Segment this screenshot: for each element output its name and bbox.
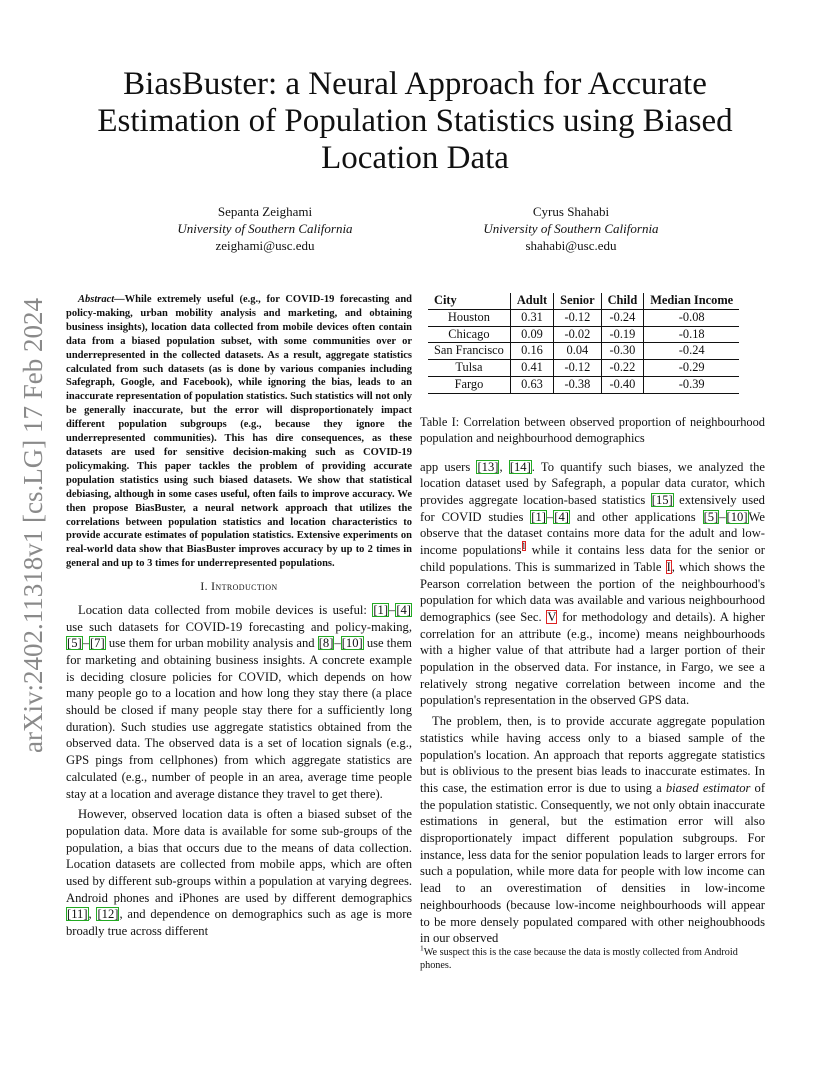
right-column xyxy=(420,293,765,951)
citation-link[interactable]: [4] xyxy=(554,509,569,524)
table-cell: -0.38 xyxy=(554,376,601,393)
text-run: of the population statistic. Consequently, we not only obtain inaccurate estimations in general, but the estimation error will also disproportionately impact different population subgroups. For instance, less data for the senior population leads to larger errors for such a population, while more data for people with low income can lead to an overestimation of densities in low-income neighbourhoods (because low-income neighbourhoods will appear to be more densely populated compared with other neighoubhoods in our observed xyxy=(420,780,766,946)
table-cell: San Francisco xyxy=(428,343,510,360)
left-column xyxy=(66,293,412,944)
table-cell: 0.31 xyxy=(510,309,553,326)
text-run: – xyxy=(82,636,89,651)
text-run: However, observed location data is often a biased subset of the population data. More data is available for some sub-groups of the population, a bias that occurs due to the means of data collection. Location datasets are collected from mobile apps, which are often used by different sub-groups within a population at varying degrees. Android phones and iPhones are used by different demographics xyxy=(66,807,412,905)
author-affiliation: University of Southern California xyxy=(483,221,659,236)
intro-paragraph-1 xyxy=(66,602,412,802)
arxiv-id-text: arXiv:2402.11318v1 [cs.LG] 17 Feb 2024 xyxy=(17,297,48,753)
footnote-text: We suspect this is the case because the data is mostly collected from Android phones. xyxy=(420,947,738,971)
table-cell: -0.29 xyxy=(644,360,739,377)
text-run: – xyxy=(389,602,396,617)
citation-link[interactable]: [11] xyxy=(67,907,88,922)
citation-link[interactable]: [10] xyxy=(726,509,748,524)
text-run: – xyxy=(719,509,726,524)
author-block-1 xyxy=(140,203,390,254)
citation-link[interactable]: [8] xyxy=(318,636,334,651)
table-cell: 0.63 xyxy=(510,376,553,393)
text-run: for methodology and details). A higher correlation for an attribute (e.g., income) means neighbourhoods with a higher value of that attribute had a larger portion of their population in the observed data. For instance, in Fargo, we see a relatively strong negative correlation between income and the population's representation in the observed GPS data. xyxy=(420,609,765,708)
table-cell: 0.04 xyxy=(554,343,601,360)
footnote xyxy=(420,943,765,972)
table-header-row xyxy=(428,293,739,309)
table-cell: -0.18 xyxy=(644,326,739,343)
table-cell: -0.24 xyxy=(601,309,644,326)
text-run: – xyxy=(334,636,341,651)
table-cell: -0.24 xyxy=(644,343,739,360)
text-run: while it contains less data for the senior or child populations. This is summarized in Table xyxy=(420,543,765,574)
citation-link[interactable]: [5] xyxy=(703,509,719,524)
table-row xyxy=(428,376,739,393)
table-cell: -0.30 xyxy=(601,343,644,360)
text-run: extensively used for COVID studies xyxy=(420,493,765,524)
table-cell: -0.12 xyxy=(554,360,601,377)
table-cell: 0.41 xyxy=(510,360,553,377)
citation-link[interactable]: [1] xyxy=(373,602,389,617)
table-cell: Chicago xyxy=(428,326,510,343)
footnote-link[interactable]: 1 xyxy=(521,540,526,551)
table-cell: -0.02 xyxy=(554,326,601,343)
author-block-2 xyxy=(446,203,696,254)
table-cell: 0.16 xyxy=(510,343,553,360)
abstract-text: —While extremely useful (e.g., for COVID-19 forecasting and policy-making, urban mobility analysis and marketing, and obtaining business insights), location data collected from mobile devices often contain data from a biased population subset, with some communities over or underrepresented in the collected datasets. As a result, aggregate statistics calculated from such datasets (as is done by various companies including Safegraph, Google, and Facebook), while ignoring the bias, leads to an inaccurate representation of population statistics. Such statistics will not only be generally inaccurate, but the error will disproportionately impact different population subgroups (e.g., because they ignore the underrepresented communities). This has dire consequences, as these datasets are used for sensitive decision-making such as COVID-19 policymaking. This paper tackles the problem of providing accurate population statistics using such biased datasets. We show that statistical debiasing, although in some cases useful, often fails to improve accuracy. We then propose BiasBuster, a neural network approach that utilizes the correlations between population statistics and location characteristics to provide accurate estimates of population statistics. Extensive experiments on real-world data show that BiasBuster improves accuracy by up to 2 times in general and up to 3 times for underrepresented populations. xyxy=(66,294,412,570)
table-row xyxy=(428,360,739,377)
section-ref-link[interactable]: V xyxy=(547,609,557,624)
citation-link[interactable]: [4] xyxy=(396,602,411,617)
text-run: We observe that the dataset contains more data for the adult and low-income populations xyxy=(420,509,765,558)
text-run: , and dependence on demographics such as age is more broadly true across different xyxy=(66,907,412,939)
text-run: , xyxy=(499,459,509,474)
correlation-table xyxy=(428,293,739,394)
text-run: app users xyxy=(420,459,477,474)
citation-link[interactable]: [15] xyxy=(651,493,673,507)
column-header: Adult xyxy=(510,293,553,309)
table-cell: -0.12 xyxy=(554,309,601,326)
table-cell: -0.08 xyxy=(644,309,739,326)
text-run: – xyxy=(546,509,554,524)
table-row xyxy=(428,309,739,326)
abstract xyxy=(66,293,412,571)
table-caption: Table I: Correlation between observed proportion of neighbourhood population and neighbourhood demographics xyxy=(420,414,765,446)
footnote-mark: 1 xyxy=(420,943,424,953)
text-run: , xyxy=(88,907,97,922)
citation-link[interactable]: [7] xyxy=(89,636,105,651)
table-cell: Tulsa xyxy=(428,360,510,377)
text-run: and other applications xyxy=(569,509,703,524)
arxiv-identifier-stamp xyxy=(16,290,50,760)
table-cell: 0.09 xyxy=(510,326,553,343)
table-cell: Houston xyxy=(428,309,510,326)
author-email: shahabi@usc.edu xyxy=(525,238,617,253)
table-cell: -0.22 xyxy=(601,360,644,377)
intro-paragraph-2 xyxy=(66,806,412,940)
citation-link[interactable]: [14] xyxy=(509,459,531,474)
table-row xyxy=(428,326,739,343)
emphasis: biased estimator xyxy=(665,780,751,795)
table-ref-link[interactable]: I xyxy=(666,559,671,574)
author-affiliation: University of Southern California xyxy=(177,221,353,236)
text-run: . To quantify such biases, we analyzed the location dataset used by Safegraph, a popular data curator, which provides aggregate location-based statistics xyxy=(420,459,766,507)
column-header: City xyxy=(428,293,510,309)
citation-link[interactable]: [10] xyxy=(341,636,363,651)
table-cell: -0.39 xyxy=(644,376,739,393)
text-run: The problem, then, is to provide accurate aggregate population statistics while having access only to a biased sample of the population's location. An approach that reports aggregate statistics but is oblivious to the present bias leads to inaccurate estimates. In this case, the estimation error is due to using a xyxy=(420,714,765,795)
author-name: Sepanta Zeighami xyxy=(217,204,313,219)
table-cell: -0.19 xyxy=(601,326,644,343)
text-run: use such datasets for COVID-19 forecasting and policy-making, xyxy=(66,619,412,634)
author-email: zeighami@usc.edu xyxy=(215,238,315,253)
text-run: use them for marketing and obtaining business insights. A concrete example is deciding closure policies for COVID, which depends on how many people go to a location and how long they stay there (a place should be closed if many people stay there for a sufficiently long duration). Such studies use aggregate statistics obtained from the observed data. The observed data is a set of location signals (e.g., GPS pings from cellphones) from which aggregate statistics are calculated (e.g., number of people in an area, average time people stay at a location and average distance they travel to get there). xyxy=(66,636,412,801)
citation-link[interactable]: [12] xyxy=(97,907,119,922)
column-header: Child xyxy=(601,293,644,309)
table-cell: -0.40 xyxy=(601,376,644,393)
text-run: Location data collected from mobile devices is useful: xyxy=(78,602,373,617)
table-row xyxy=(428,343,739,360)
citation-link[interactable]: [5] xyxy=(67,636,82,651)
column-header: Senior xyxy=(554,293,601,309)
abstract-label: Abstract xyxy=(78,294,115,305)
text-run: use them for urban mobility analysis and xyxy=(105,636,318,651)
author-name: Cyrus Shahabi xyxy=(532,204,610,219)
citation-link[interactable]: [13] xyxy=(477,459,499,474)
paper-title: BiasBuster: a Neural Approach for Accurate Estimation of Population Statistics using Biased Location Data xyxy=(97,66,733,176)
section-heading-introduction: I. Introduction xyxy=(200,581,278,594)
text-run: , which shows the Pearson correlation between the portion of the neighbourhood's population for which data was available and various neighbourhood demographics (see Sec. xyxy=(420,559,765,624)
right-paragraph-1 xyxy=(420,459,765,710)
citation-link[interactable]: [1] xyxy=(531,509,546,524)
column-header: Median Income xyxy=(644,293,739,309)
table-cell: Fargo xyxy=(428,376,510,393)
right-paragraph-2 xyxy=(420,713,765,947)
